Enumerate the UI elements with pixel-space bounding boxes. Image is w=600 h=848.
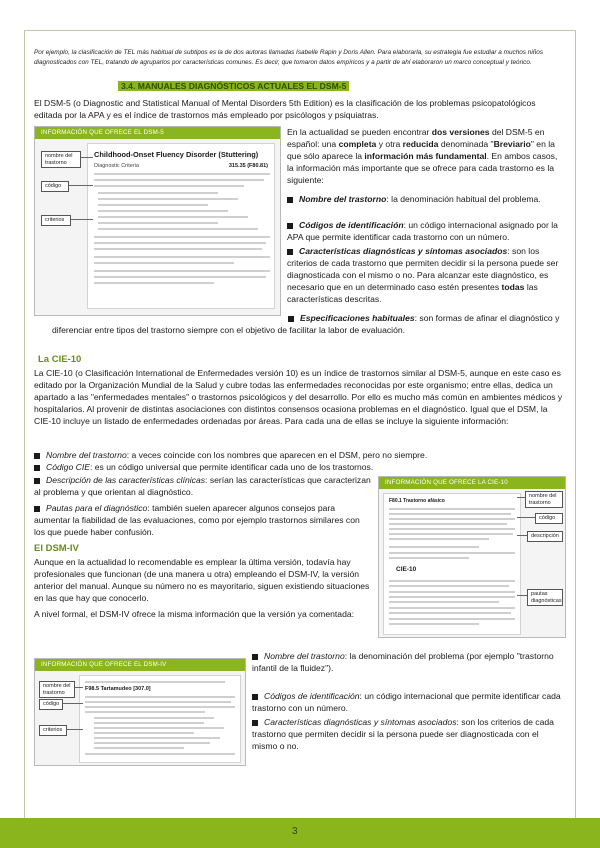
- doc-text-line: [85, 753, 235, 755]
- doc-text-line: [94, 717, 214, 719]
- cie10-doc-label: CIE-10: [396, 566, 417, 573]
- bullet-text: : son formas de afinar el diagnóstico y diferenciar entre tipos del trastorno siempre con el objetivo de facilitar la labor de evaluación.: [52, 313, 560, 335]
- text-run: completa: [338, 139, 377, 149]
- dsm4-doc-code: F98.5 Tartamudeo [307.0]: [85, 686, 151, 692]
- bullet-term: Especificaciones habituales: [300, 313, 415, 323]
- bullet-icon: [34, 506, 40, 512]
- callout-guidelines: pautas diagnósticas: [527, 589, 563, 606]
- doc-text-line: [94, 282, 214, 284]
- doc-text-line: [389, 508, 515, 510]
- doc-text-line: [98, 222, 218, 224]
- bullet-text: : un código internacional que permite identificar cada trastorno con un número.: [252, 691, 561, 713]
- cie10-bullet-1: [34, 449, 566, 461]
- doc-text-line: [389, 585, 509, 587]
- doc-text-line: [94, 256, 270, 258]
- bullet-icon: [252, 720, 258, 726]
- doc-text-line: [98, 204, 208, 206]
- doc-text-line: [389, 528, 515, 530]
- bullet-text: : son los criterios de cada trastorno que permiten decidir si la persona puede ser diagnosticada con el mismo o no.: [252, 717, 554, 751]
- bullet-icon: [287, 197, 293, 203]
- page-number: 3: [292, 826, 298, 837]
- doc-text-line: [94, 242, 266, 244]
- doc-text-line: [389, 591, 515, 593]
- bullet-text: : también suelen aparecer algunos consejos para aumentar la fiabilidad de las evaluaciones, como por ejemplo trastornos similares con los que puede haber confusión.: [34, 503, 360, 537]
- dsm5-doc-code: 315.35 (F80.81): [228, 163, 268, 169]
- doc-text-line: [98, 228, 258, 230]
- dsm5-doc-subtitle: Diagnostic Criteria: [94, 163, 139, 169]
- doc-text-line: [389, 518, 515, 520]
- doc-text-line: [389, 623, 479, 625]
- bullet-term: Características diagnósticas y síntomas asociados: [299, 246, 508, 256]
- dsm5-figure-document: [87, 143, 275, 309]
- bullet-icon: [252, 694, 258, 700]
- callout-name: nombre del trastorno: [41, 151, 81, 168]
- page-footer: [0, 818, 600, 848]
- callout-connector: [517, 595, 527, 596]
- bullet-term: Códigos de identificación: [264, 691, 360, 701]
- bullet-text: : serían las características que caracterizan al problema y que orientan al diagnóstico.: [34, 475, 371, 497]
- dsm5-doc-title: Childhood-Onset Fluency Disorder (Stuttering): [94, 150, 259, 159]
- cie10-heading: La CIE-10: [38, 354, 82, 365]
- cie10-figure-header: INFORMACIÓN QUE OFRECE LA CIE-10: [379, 477, 565, 489]
- dsm4-heading: El DSM-IV: [34, 543, 79, 554]
- doc-text-line: [94, 727, 224, 729]
- doc-text-line: [94, 732, 194, 734]
- doc-text-line: [94, 737, 220, 739]
- cie10-bullet-2: [34, 461, 374, 473]
- doc-text-line: [389, 513, 511, 515]
- bullet-text: : la denominación habitual del problema.: [386, 194, 541, 204]
- callout-name: nombre del trastorno: [39, 681, 75, 698]
- bullet-icon: [34, 453, 40, 459]
- text-run: reducida: [402, 139, 439, 149]
- dsm5-intro: El DSM-5 (o Diagnostic and Statistical Manual of Mental Disorders 5th Edition) es la clasificación de los problemas psicopatológicos editada por la APA y es el índice de trastornos más empleado por psicólogos y psiquiatras.: [34, 98, 536, 120]
- intro-paragraph: Por ejemplo, la clasificación de TEL más habitual de subtipos es la de dos autoras llamadas Isabelle Rapin y Doris Allen. Para elaborarla, su estrategia fue estudiar a muchos niños diagnosticados con TEL, tratando de agruparlos por características comunes. Es decir, que tomaron datos empíricos y a partir de ahí elaboraron un marco conceptual y teórico.: [34, 49, 544, 66]
- bullet-term: Código CIE: [46, 462, 90, 472]
- doc-text-line: [389, 538, 489, 540]
- dsm4-intro: Aunque en la actualidad lo recomendable es emplear la última versión, todavía hay profesionales que funcionan (de una manera u otra) empleando el DSM-IV, la versión anterior del manual. Aunque su número no es mayoritario, siguen existiendo situaciones en las que hay que conocerlo.: [34, 557, 370, 603]
- doc-text-line: [389, 601, 499, 603]
- dsm4-figure-document: [79, 675, 241, 763]
- doc-text-line: [94, 270, 270, 272]
- callout-connector: [75, 687, 83, 688]
- dsm4-paragraph-2: A nivel formal, el DSM-IV ofrece la misma información que la versión ya comentada:: [34, 609, 355, 619]
- dsm5-bullet-2: [287, 219, 566, 243]
- doc-text-line: [98, 192, 218, 194]
- doc-text-line: [389, 533, 513, 535]
- doc-text-line: [94, 173, 270, 175]
- doc-text-line: [94, 185, 244, 187]
- text-run: En la actualidad se pueden encontrar: [287, 127, 432, 137]
- doc-text-line: [389, 612, 511, 614]
- dsm4-figure: [34, 658, 246, 766]
- cie10-figure: [378, 476, 566, 638]
- dsm5-figure-header: INFORMACIÓN QUE OFRECE EL DSM-5: [35, 127, 280, 139]
- text-run: y otra: [376, 139, 403, 149]
- bullet-term: Nombre del trastorno: [46, 450, 127, 460]
- doc-text-line: [389, 607, 515, 609]
- doc-text-line: [389, 596, 515, 598]
- bullet-icon: [288, 316, 294, 322]
- callout-criteria: criterios: [41, 215, 71, 226]
- text-run: " en la que sólo aparece la: [287, 139, 555, 161]
- dsm4-bullet-3: [252, 716, 566, 752]
- doc-text-line: [85, 701, 231, 703]
- bullet-term: Códigos de identificación: [299, 220, 404, 230]
- bullet-text: : son los criterios de cada trastorno que permiten decidir si la persona puede ser diagnosticada con el mismo o no. Para alcanzar este diagnóstico, es necesario que en un determinado caso estén presentes: [287, 246, 559, 292]
- dsm5-figure: [34, 126, 281, 316]
- text-run: información más fundamental: [364, 151, 487, 161]
- callout-connector: [517, 517, 535, 518]
- doc-text-line: [389, 618, 515, 620]
- doc-text-line: [94, 747, 184, 749]
- doc-text-line: [85, 706, 235, 708]
- cie10-bullet-3: [34, 474, 372, 498]
- text-run: . En ambos casos, la información más importante que se ofrece para cada trastorno es la siguiente:: [287, 151, 558, 185]
- callout-connector: [71, 219, 93, 220]
- callout-connector: [67, 729, 83, 730]
- callout-connector: [517, 535, 527, 536]
- bullet-icon: [34, 465, 40, 471]
- bullet-text: : es un código universal que permite identificar cada uno de los trastornos.: [89, 462, 374, 472]
- doc-text-line: [98, 216, 248, 218]
- callout-connector: [63, 703, 83, 704]
- bullet-icon: [287, 249, 293, 255]
- dsm4-bullet-2: [252, 690, 566, 714]
- cie10-figure-document: [383, 493, 521, 635]
- dsm4-figure-header: INFORMACIÓN QUE OFRECE EL DSM-IV: [35, 659, 245, 671]
- bullet-text: : un código internacional asignado por la APA que permite identificar cada trastorno con un número.: [287, 220, 558, 242]
- dsm4-bullet-1: [252, 650, 566, 674]
- callout-code: código: [41, 181, 69, 192]
- doc-text-line: [389, 546, 479, 548]
- text-run: denominada ": [438, 139, 494, 149]
- doc-text-line: [94, 248, 262, 250]
- callout-name: nombre del trastorno: [525, 491, 563, 508]
- callout-criteria: criterios: [39, 725, 67, 736]
- doc-text-line: [389, 580, 515, 582]
- cie10-doc-code: F80.1 Trastorno afásico: [389, 498, 445, 504]
- callout-connector: [69, 185, 93, 186]
- text-run: dos versiones: [431, 127, 490, 137]
- bullet-text: : la denominación del problema (por ejemplo "trastorno infantil de la fluidez").: [252, 651, 554, 673]
- bullet-term: Descripción de las características clínicas: [46, 475, 206, 485]
- callout-connector: [517, 497, 525, 498]
- doc-text-line: [389, 557, 469, 559]
- doc-text-line: [85, 711, 205, 713]
- doc-text-line: [85, 696, 235, 698]
- bullet-emphasis: todas: [501, 282, 525, 292]
- doc-text-line: [389, 552, 515, 554]
- dsm5-heading: 3.4. MANUALES DIAGNÓSTICOS ACTUALES EL DSM-5: [118, 81, 349, 91]
- callout-code: código: [535, 513, 563, 524]
- cie10-intro: La CIE-10 (o Clasificación International de Enfermedades versión 10) es un índice de trastornos similar al DSM-5, aunque en este caso es editado por la Organización Mundial de la Salud y cubre todas las enfermedades reconocidas por este organismo; entre ellas, dedica un apartado a las "enfermedades mentales" o trastornos psicológicos y del desarrollo. Por ello es mucho más común en ambientes médicos y hospitalarios. Al provenir de distintas asociaciones con distintos consensos ocasiona problemas en el diagnóstico. Igual que el DSM, la CIE-10 incluye un listado de enfermedades ordenadas por áreas. Para cada una de ellas se incluye la siguiente información:: [34, 368, 563, 426]
- bullet-term: Pautas para el diagnóstico: [46, 503, 148, 513]
- bullet-text: : a veces coincide con los nombres que aparecen en el DSM, pero no siempre.: [126, 450, 428, 460]
- doc-text-line: [98, 210, 228, 212]
- bullet-text: las características descritas.: [287, 282, 538, 304]
- doc-text-line: [94, 179, 264, 181]
- bullet-icon: [252, 654, 258, 660]
- dsm5-bullet-3: [287, 245, 566, 305]
- dsm5-versions-paragraph: [287, 126, 566, 186]
- doc-text-line: [389, 523, 507, 525]
- text-run: Breviario: [493, 139, 531, 149]
- bullet-icon: [287, 223, 293, 229]
- callout-description: descripción: [527, 531, 563, 542]
- bullet-term: Nombre del trastorno: [264, 651, 345, 661]
- dsm5-bullet-1: [287, 193, 566, 205]
- bullet-icon: [34, 478, 40, 484]
- doc-text-line: [94, 276, 266, 278]
- dsm5-bullet-4: [52, 312, 566, 336]
- callout-code: código: [39, 699, 63, 710]
- doc-text-line: [94, 236, 270, 238]
- doc-text-line: [94, 262, 234, 264]
- cie10-bullet-4: [34, 502, 372, 538]
- doc-text-line: [94, 742, 210, 744]
- doc-text-line: [98, 198, 238, 200]
- doc-text-line: [94, 722, 204, 724]
- bullet-term: Nombre del trastorno: [299, 194, 387, 204]
- doc-text-line: [85, 681, 225, 683]
- bullet-term: Características diagnósticas y síntomas asociados: [264, 717, 457, 727]
- callout-connector: [81, 157, 93, 158]
- text-run: del DSM-5 en español: una: [287, 127, 545, 149]
